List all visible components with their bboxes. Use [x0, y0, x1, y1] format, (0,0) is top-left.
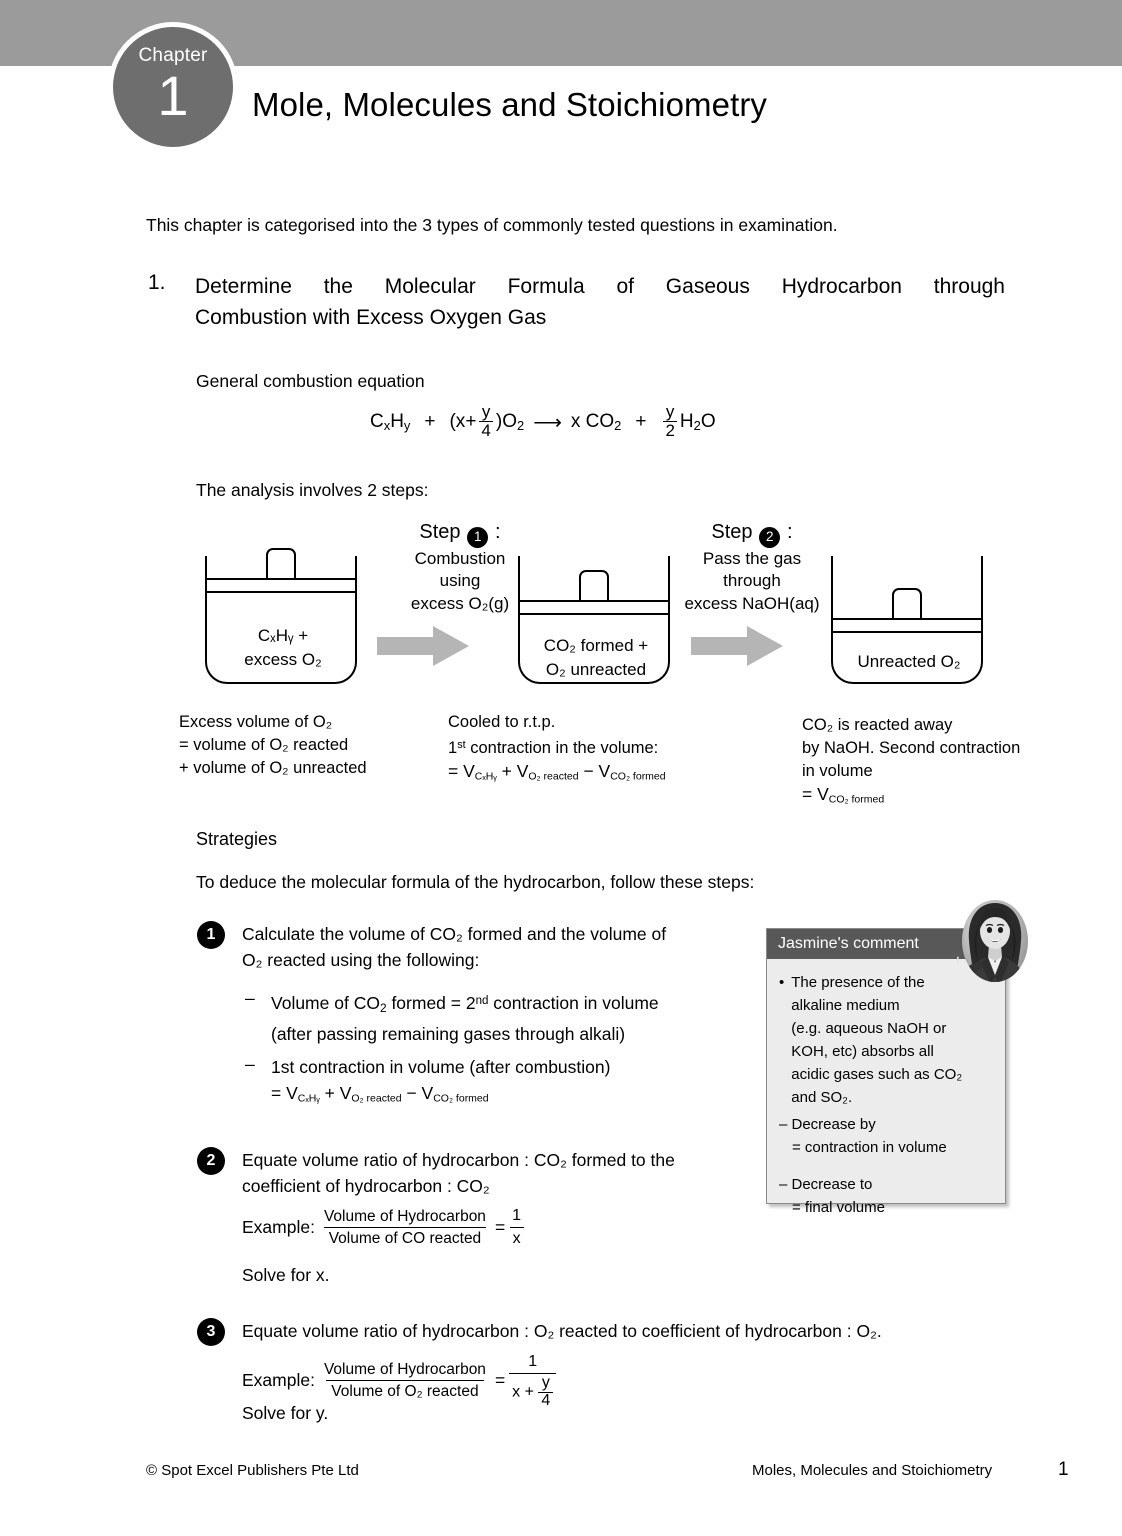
vessel-2-plunger-band [518, 600, 670, 615]
caption-excess-volume: Excess volume of O₂ = volume of O₂ reacted + volume of O₂ unreacted [179, 713, 367, 777]
combustion-equation [370, 404, 716, 441]
eq-plus-2: + [635, 411, 647, 433]
comment-spacer [779, 1159, 995, 1169]
page-title: Mole, Molecules and Stoichiometry [252, 86, 768, 123]
step-1-line-3: excess O₂(g) [410, 593, 510, 613]
comment-box-body [767, 959, 1005, 1219]
caption2-line3: = $V_{C_xHᵧ} + V_{O_2 reacted} - V_{CO_2 formed}$ [448, 760, 666, 783]
strategies-heading: Strategies [196, 829, 278, 849]
section-title-line1: Determine the Molecular Formula of Gaseous Hydrocarbon through [195, 275, 1005, 298]
chapter-badge [108, 22, 238, 152]
eq-fraction-y4: $\frac{y}{4}$ [481, 402, 491, 440]
jasmine-avatar-icon [957, 897, 1029, 989]
step-2-line-2: through [723, 571, 781, 591]
caption2-line1: Cooled to r.t.p. [448, 713, 556, 731]
step-1-label [380, 521, 540, 615]
strategy-step-1-sub-1: Volume of $CO_2$ formed = 2nd contraction in volume (after passing remaining gases through alkali) [271, 993, 659, 1044]
vessel-3 [831, 556, 983, 684]
step-1-badge: 1 [467, 527, 488, 548]
step3-equals: = [494, 1370, 506, 1391]
strategy-step-1-formula: = $V_{C_xHᵧ} + V_{O_2 reacted} - V_{CO_2 formed}$ [271, 1083, 489, 1105]
strategies-lead: To deduce the molecular formula of the hydrocarbon, follow these steps: [196, 872, 755, 892]
strategy-step-1-badge: 1 [197, 921, 225, 949]
eq-inner-plus: + [465, 411, 477, 433]
vessel-1-label: CₓHᵧ + excess O₂ [244, 626, 322, 669]
section-title [195, 271, 1005, 333]
footer-page-number: 1 [1058, 1459, 1069, 1480]
strategy-step-1-dash-1: – [245, 988, 255, 1008]
analysis-lead: The analysis involves 2 steps: [196, 480, 429, 500]
eq-cxhy: $C_xH_y$ [370, 411, 411, 434]
section-title-line2: Combustion with Excess Oxygen Gas [195, 306, 547, 329]
process-arrow-1-icon [377, 624, 469, 668]
intro-text: This chapter is categorised into the 3 types of commonly tested questions in examination. [146, 215, 838, 235]
step-2-heading: Step 2 : [667, 521, 837, 548]
step2-ratio-fraction: $\frac{\text{Volume of Hydrocarbon}}{\text{Volume of CO reacted}}$ [323, 1207, 486, 1247]
reaction-arrow-icon: ⟶ [533, 411, 562, 434]
comment-bullet-item [779, 971, 995, 1109]
step-2-line-1: Pass the gas [702, 548, 802, 568]
step-1-heading: Step 1 : [380, 521, 540, 548]
strategy-step-3-badge: 3 [197, 1318, 225, 1346]
caption2-line2: 1st contraction in the volume: [448, 738, 659, 757]
caption-first-contraction [448, 711, 748, 788]
bullet-dot-icon: • [779, 974, 785, 991]
comment-box-title: Jasmine's comment [767, 929, 1005, 959]
caption3-formula: = $V_{CO_2 formed}$ [802, 784, 885, 806]
equation-label: General combustion equation [196, 371, 425, 391]
step3-ratio-fraction: $\frac{\text{Volume of Hydrocarbon}}{\text{Volume of O₂ reacted}}$ [323, 1360, 486, 1401]
strategy-step-1-text: Calculate the volume of CO₂ formed and the volume of O₂ reacted using the following: [242, 924, 667, 970]
eq-xco2: x $CO_2$ [570, 411, 622, 434]
step3-rhs-fraction: 1 x + $\frac{y}{4}$ [509, 1352, 556, 1410]
strategy-step-1-dash-2: – [245, 1054, 255, 1074]
eq-close-paren-o2: )$O_2$ [495, 411, 525, 434]
step-2-badge: 2 [759, 527, 780, 548]
step3-example-label: Example: [242, 1370, 315, 1391]
strategy-step-3-solve: Solve for y. [242, 1403, 329, 1423]
vessel-1 [205, 556, 357, 684]
strategy-step-2-badge: 2 [197, 1147, 225, 1175]
eq-h2o: $H_2O$ [679, 411, 716, 434]
caption-second-contraction: CO₂ is reacted away by NaOH. Second contraction in volume = $V_{CO_2 formed}$ [802, 714, 1052, 811]
comment-sub-item-2: – Decrease to = final volume [779, 1176, 885, 1216]
step2-equals: = [494, 1217, 506, 1237]
step-1-line-1: Combustion [414, 548, 506, 568]
step3-rhs-denominator: x + $\frac{y}{4}$ [509, 1373, 556, 1410]
vessel-2-label: CO₂ formed + O₂ unreacted [543, 636, 649, 679]
step2-example-label: Example: [242, 1217, 315, 1237]
step3-y-over-4: $\frac{y}{4}$ [538, 1375, 553, 1410]
vessel-2-plunger-nub [579, 570, 609, 600]
eq-plus-1: + [424, 411, 436, 433]
strategy-step-2-solve: Solve for x. [242, 1265, 330, 1285]
footer-chapter-name: Moles, Molecules and Stoichiometry [752, 1462, 993, 1479]
vessel-3-label: Unreacted O₂ [857, 652, 961, 671]
strategy-step-2-example [242, 1206, 528, 1249]
section-number: 1. [148, 271, 166, 294]
comment-bullet-text: The presence of the alkaline medium (e.g. aqueous NaOH or KOH, etc) absorbs all acidic gases such as CO₂ and SO₂. [791, 974, 963, 1106]
strategy-step-1-sub-2: 1st contraction in volume (after combustion) = $V_{C_xHᵧ} + V_{O_2 reacted} - V_{CO_2 formed}$ [271, 1054, 711, 1111]
step-2-label [667, 521, 837, 615]
strategy-step-3-text: Equate volume ratio of hydrocarbon : O₂ reacted to coefficient of hydrocarbon : O₂. [242, 1321, 882, 1341]
step-2-line-3: excess NaOH(aq) [684, 593, 820, 613]
strategy-step-2-text: Equate volume ratio of hydrocarbon : CO₂ formed to the coefficient of hydrocarbon : CO₂ [242, 1150, 675, 1196]
chapter-label: Chapter [138, 45, 208, 66]
vessel-3-plunger-nub [892, 588, 922, 618]
process-arrow-2-icon [691, 624, 783, 668]
vessel-3-plunger-band [831, 618, 983, 633]
step2-rhs-fraction: $\frac{1}{x}$ [509, 1206, 524, 1249]
eq-fraction-y2: $\frac{y}{2}$ [665, 402, 675, 440]
comment-sub-item-1: – Decrease by = contraction in volume [779, 1116, 947, 1156]
chapter-number: 1 [157, 64, 189, 127]
step-1-line-2: using [439, 571, 481, 591]
footer-copyright: © Spot Excel Publishers Pte Ltd [146, 1462, 359, 1479]
eq-open-paren: (x [449, 411, 466, 433]
vessel-2 [518, 556, 670, 684]
vessel-1-plunger-nub [266, 548, 296, 578]
vessel-1-plunger-band [205, 578, 357, 593]
